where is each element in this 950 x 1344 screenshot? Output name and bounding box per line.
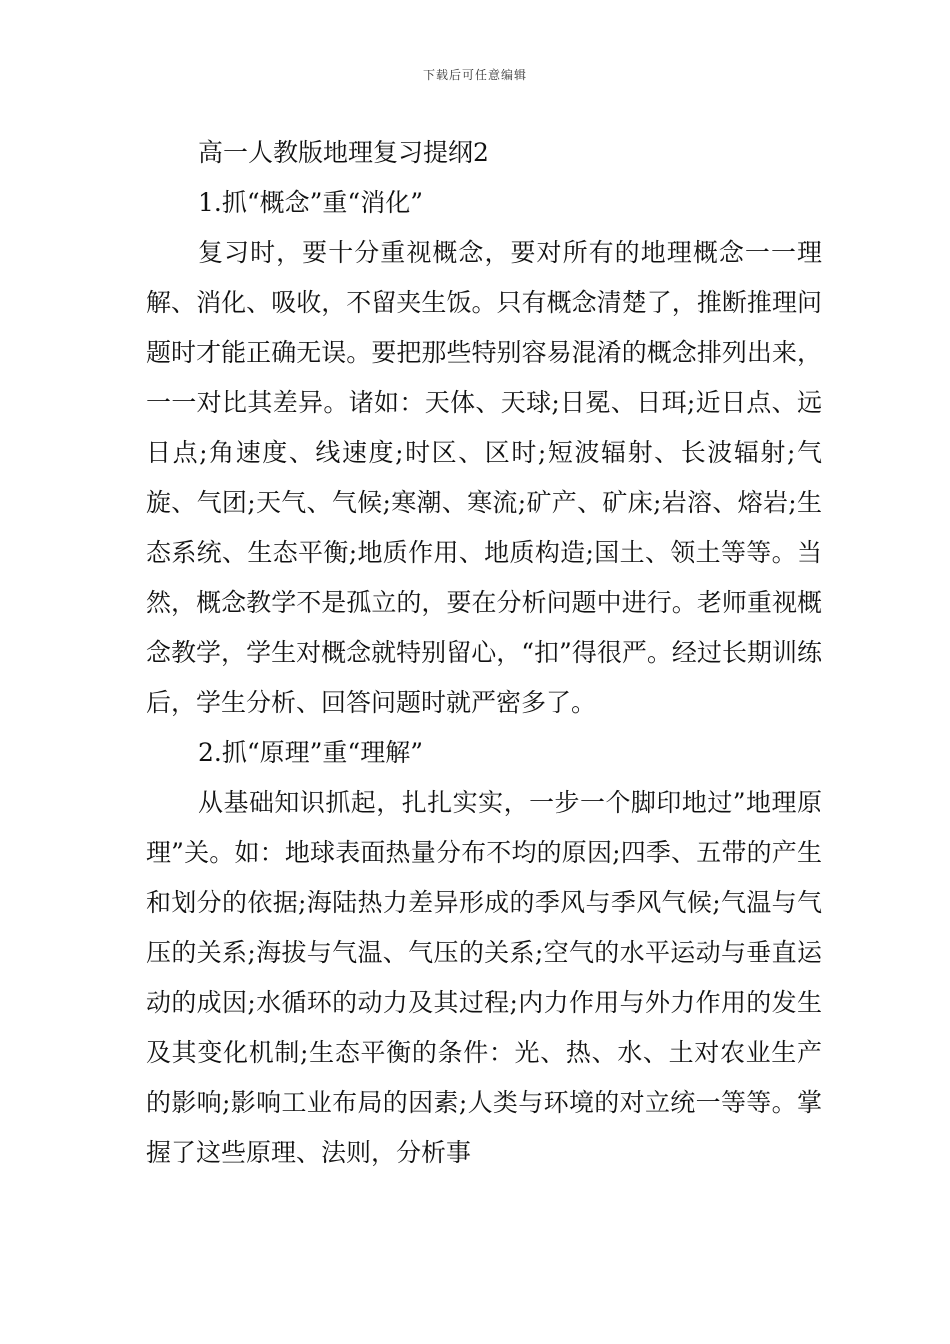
section-1-paragraph: 复习时，要十分重视概念，要对所有的地理概念一一理解、消化、吸收，不留夹生饭。只有概念清楚了，推断推理问题时才能正确无误。要把那些特别容易混淆的概念排列出来，一一对比其差异。诸如：天体、天球;日冕、日珥;近日点、远日点;角速度、线速度;时区、区时;短波辐射、长波辐射;气旋、气团;天气、气候;寒潮、寒流;矿产、矿床;岩溶、熔岩;生态系统、生态平衡;地质作用、地质构造;国土、领土等等。当然，概念教学不是孤立的，要在分析问题中进行。老师重视概念教学，学生对概念就特别留心，“扣”得很严。经过长期训练后，学生分析、回答问题时就严密多了。 xyxy=(146,238,822,717)
page-header: 下载后可任意编辑 xyxy=(422,68,527,82)
section-1-heading: 1.抓“概念”重“消化” xyxy=(198,188,423,217)
document-body xyxy=(146,128,822,1178)
section-2-heading: 2.抓“原理”重“理解” xyxy=(198,738,423,767)
document-title: 高一人教版地理复习提纲2 xyxy=(198,138,489,167)
section-2-paragraph: 从基础知识抓起，扎扎实实，一步一个脚印地过”地理原理”关。如：地球表面热量分布不均的原因;四季、五带的产生和划分的依据;海陆热力差异形成的季风与季风气候;气温与气压的关系;海拔与气温、气压的关系;空气的水平运动与垂直运动的成因;水循环的动力及其过程;内力作用与外力作用的发生及其变化机制;生态平衡的条件：光、热、水、土对农业生产的影响;影响工业布局的因素;人类与环境的对立统一等等。掌握了这些原理、法则，分析事 xyxy=(146,788,822,1167)
